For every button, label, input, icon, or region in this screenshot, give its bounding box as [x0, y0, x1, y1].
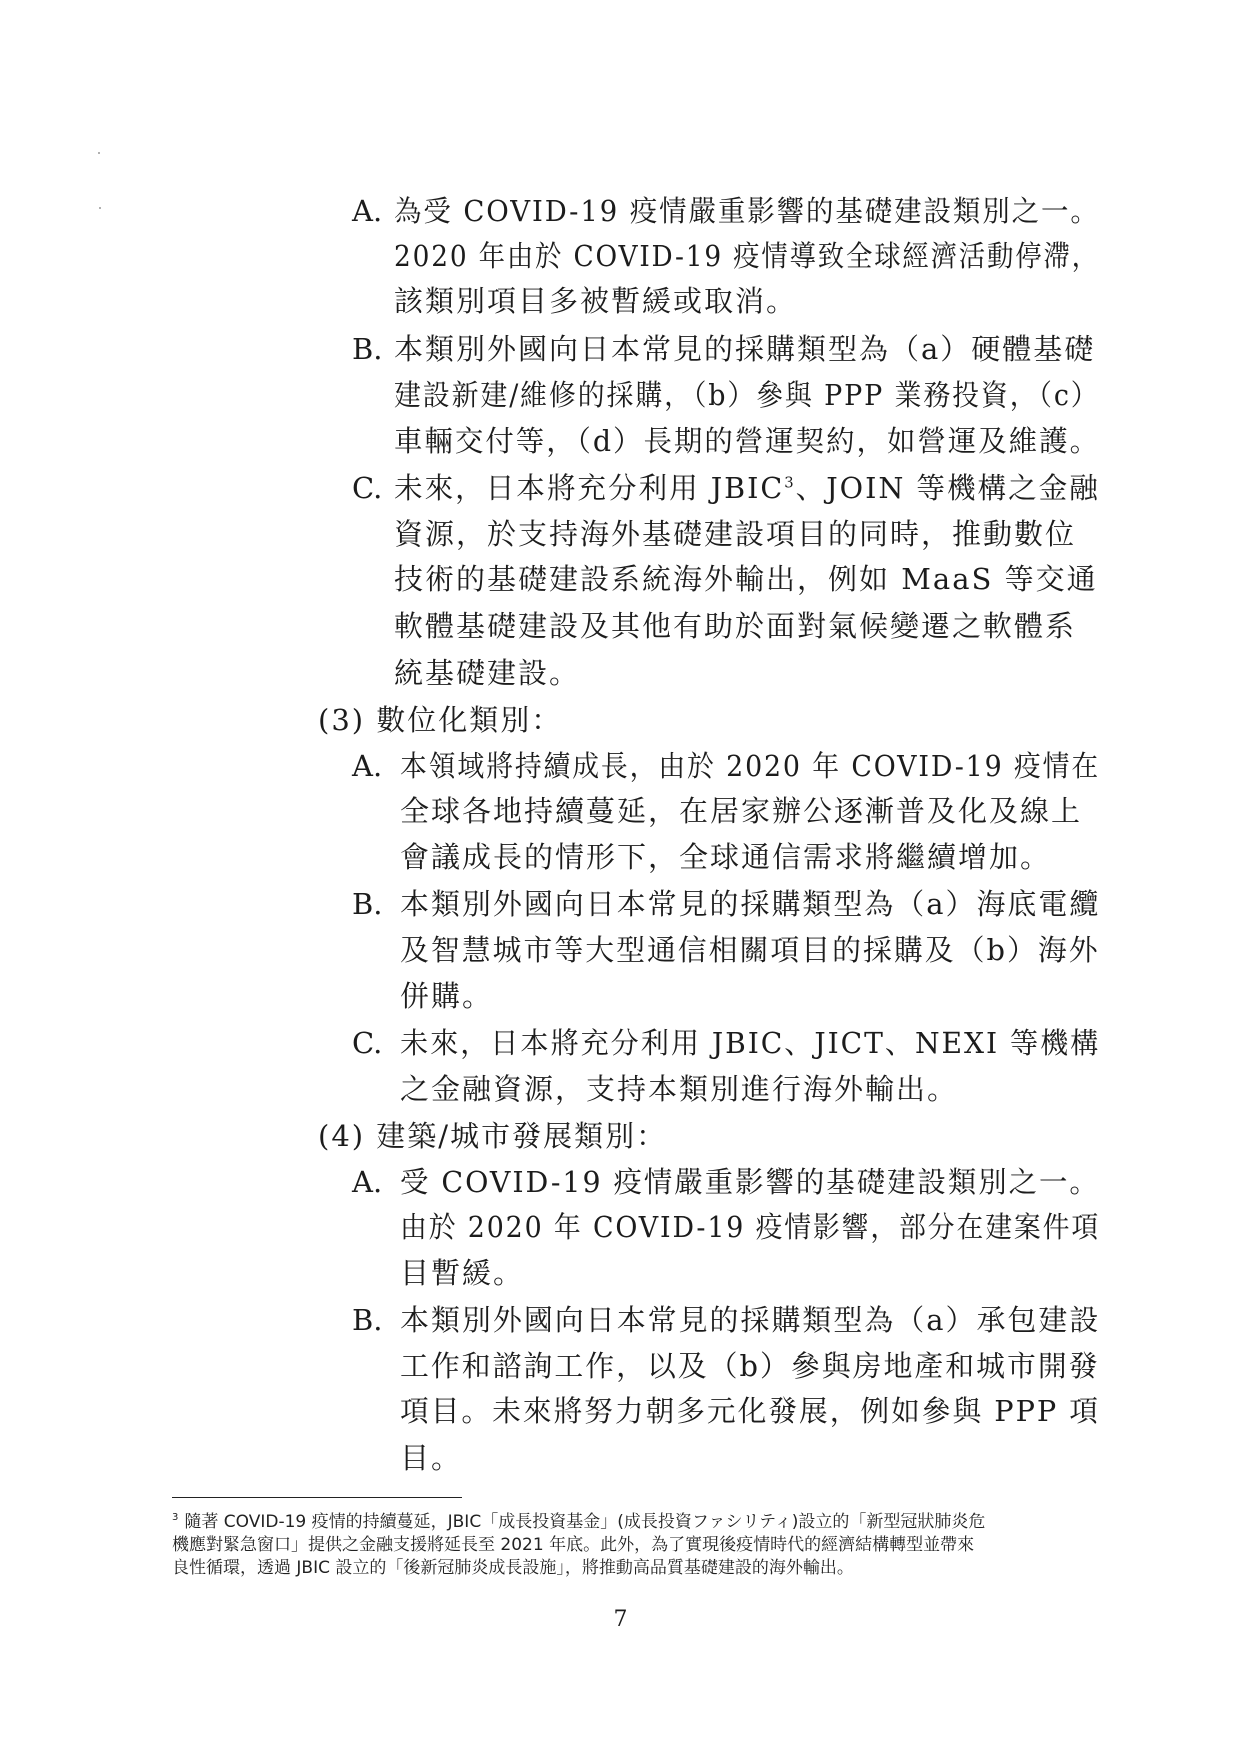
footnote-divider [172, 1497, 462, 1498]
text-line: 之金融資源，支持本類別進行海外輸出。 [400, 1072, 959, 1106]
text-line: 併購。 [400, 979, 494, 1013]
item-label-a: A. [352, 749, 383, 783]
text-segment: 未來，日本將充分利用 JBIC [394, 471, 785, 505]
text-line: 本類別外國向日本常見的採購類型為（a）承包建設 [400, 1303, 1101, 1337]
footnote-reference[interactable]: 3 [784, 473, 796, 492]
text-line: 工作和諮詢工作，以及（b）參與房地產和城市開發 [400, 1349, 1100, 1383]
page-number: 7 [613, 1607, 628, 1632]
scan-speck [98, 152, 100, 154]
footnote-line: 良性循環，透過 JBIC 設立的「後新冠肺炎成長設施」，將推動高品質基礎建設的海外輸出。 [172, 1558, 854, 1578]
item-label-c: C. [352, 1026, 383, 1060]
text-line: 車輛交付等，（d）長期的營運契約，如營運及維護。 [394, 424, 1101, 458]
section-heading-construction: (4) 建築/城市發展類別： [318, 1119, 668, 1153]
item-label-a: A. [352, 1165, 383, 1199]
item-label-b: B. [352, 1303, 383, 1337]
item-label-a: A. [352, 194, 383, 228]
text-line: 目。 [400, 1441, 463, 1475]
text-line: 未來，日本將充分利用 JBIC、JICT、NEXI 等機構 [400, 1026, 1101, 1060]
footnote-line: 機應對緊急窗口」提供之金融支援將延長至 2021 年底。此外，為了實現後疫情時代的經濟結構轉型並帶來 [172, 1535, 975, 1555]
footnote-mark: 3 [172, 1512, 179, 1524]
text-line: 為受 COVID-19 疫情嚴重影響的基礎建設類別之一。 [394, 194, 1100, 228]
item-label-b: B. [352, 887, 383, 921]
text-line: 會議成長的情形下，全球通信需求將繼續增加。 [400, 840, 1052, 874]
text-line [394, 470, 1100, 506]
text-line: 受 COVID-19 疫情嚴重影響的基礎建設類別之一。 [400, 1165, 1100, 1199]
text-line: 2020 年由於 COVID-19 疫情導致全球經濟活動停滯， [394, 239, 1100, 273]
text-line: 由於 2020 年 COVID-19 疫情影響，部分在建案件項 [400, 1210, 1101, 1244]
text-line: 該類別項目多被暫緩或取消。 [394, 284, 798, 318]
text-line: 目暫緩。 [400, 1256, 525, 1290]
text-segment: 、JOIN 等機構之金融 [795, 471, 1100, 505]
text-line: 軟體基礎建設及其他有助於面對氣候變遷之軟體系 [394, 609, 1077, 643]
text-line: 及智慧城市等大型通信相關項目的採購及（b）海外 [400, 933, 1100, 967]
text-line: 本類別外國向日本常見的採購類型為（a）海底電纜 [400, 887, 1101, 921]
item-label-c: C. [352, 471, 383, 505]
text-line: 建設新建/維修的採購，（b）參與 PPP 業務投資，（c） [394, 378, 1100, 412]
footnote-text: 隨著 COVID-19 疫情的持續蔓延，JBIC「成長投資基金」(成長投資ファシリティ)設立的「新型冠狀肺炎危 [184, 1512, 986, 1532]
text-line: 項目。未來將努力朝多元化發展，例如參與 PPP 項 [400, 1394, 1100, 1428]
section-heading-digital: (3) 數位化類別： [318, 703, 563, 737]
text-line: 統基礎建設。 [394, 656, 581, 690]
text-line: 資源，於支持海外基礎建設項目的同時，推動數位 [394, 517, 1077, 551]
text-line: 技術的基礎建設系統海外輸出，例如 MaaS 等交通 [394, 562, 1098, 596]
footnote-line [172, 1511, 985, 1533]
text-line: 本領域將持續成長，由於 2020 年 COVID-19 疫情在 [400, 749, 1101, 783]
text-line: 本類別外國向日本常見的採購類型為（a）硬體基礎 [394, 332, 1096, 366]
scan-speck [99, 207, 101, 209]
text-line: 全球各地持續蔓延，在居家辦公逐漸普及化及線上 [400, 794, 1083, 828]
item-label-b: B. [352, 332, 383, 366]
